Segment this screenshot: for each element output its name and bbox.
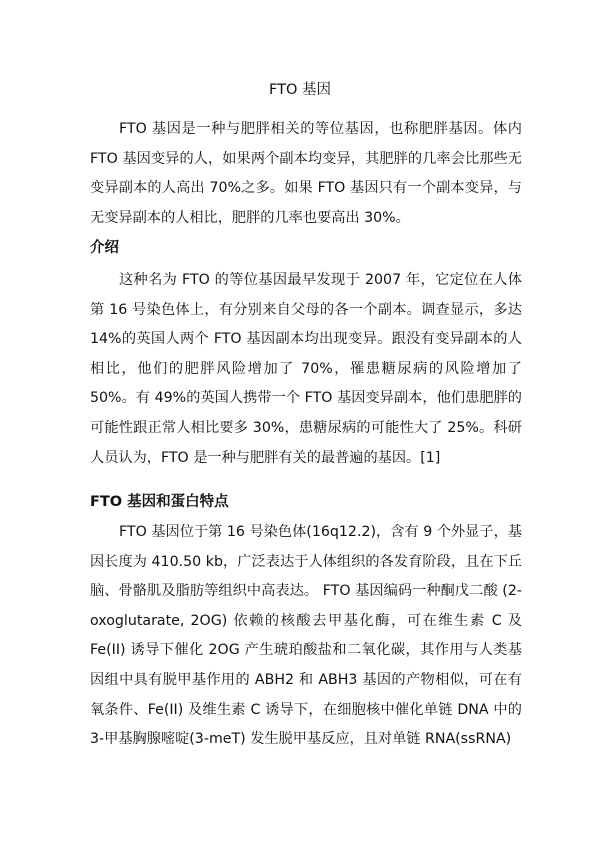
section-heading-gene-protein: FTO 基因和蛋白特点 xyxy=(90,494,229,510)
intro-paragraph: FTO 基因是一种与肥胖相关的等位基因，也称肥胖基因。体内FTO 基因变异的人，如果两个副本均变异，其肥胖的几率会比那些无变异副本的人高出 70%之多。如果 FTO 基因只有一个副本变异，与无变异副本的人相比，肥胖的几率也要高出 30%。 xyxy=(90,121,522,226)
section-heading-introduction: 介绍 xyxy=(90,240,119,256)
section-paragraph-introduction: 这种名为 FTO 的等位基因最早发现于 2007 年，它定位在人体第 16 号染色体上，有分别来自父母的各一个副本。调查显示，多达 14%的英国人两个 FTO 基因副本均出现变异。跟没有变异副本的人相比，他们的肥胖风险增加了 70%，罹患糖尿病的风险增加了 50%。有 49%的英国人携带一个 FTO 基因变异副本，他们患肥胖的可能性跟正常人相比要多 30%，患糖尿病的可能性大了 25%。科研人员认为，FTO 是一种与肥胖有关的最普遍的基因。[1] xyxy=(90,272,522,466)
document-title: FTO 基因 xyxy=(269,82,331,98)
section-paragraph-gene-protein: FTO 基因位于第 16 号染色体(16q12.2)，含有 9 个外显子，基因长度为 410.50 kb，广泛表达于人体组织的各发育阶段，且在下丘脑、骨骼肌及脂肪等组织中高表达。 FTO 基因编码一种酮戊二酸 (2-oxoglutarate, 2OG) 依赖的核酸去甲基化酶，可在维生素 C 及 Fe(II) 诱导下催化 2OG 产生琥珀酸盐和二氧化碳，其作用与人类基因组中具有脱甲基作用的 ABH2 和 ABH3 基因的产物相似，可在有氧条件、Fe(II) 及维生素 C 诱导下，在细胞核中催化单链 DNA 中的 3-甲基胸腺嘧啶(3-meT) 发生脱甲基反应，且对单链 RNA(ssRNA) xyxy=(90,524,522,748)
